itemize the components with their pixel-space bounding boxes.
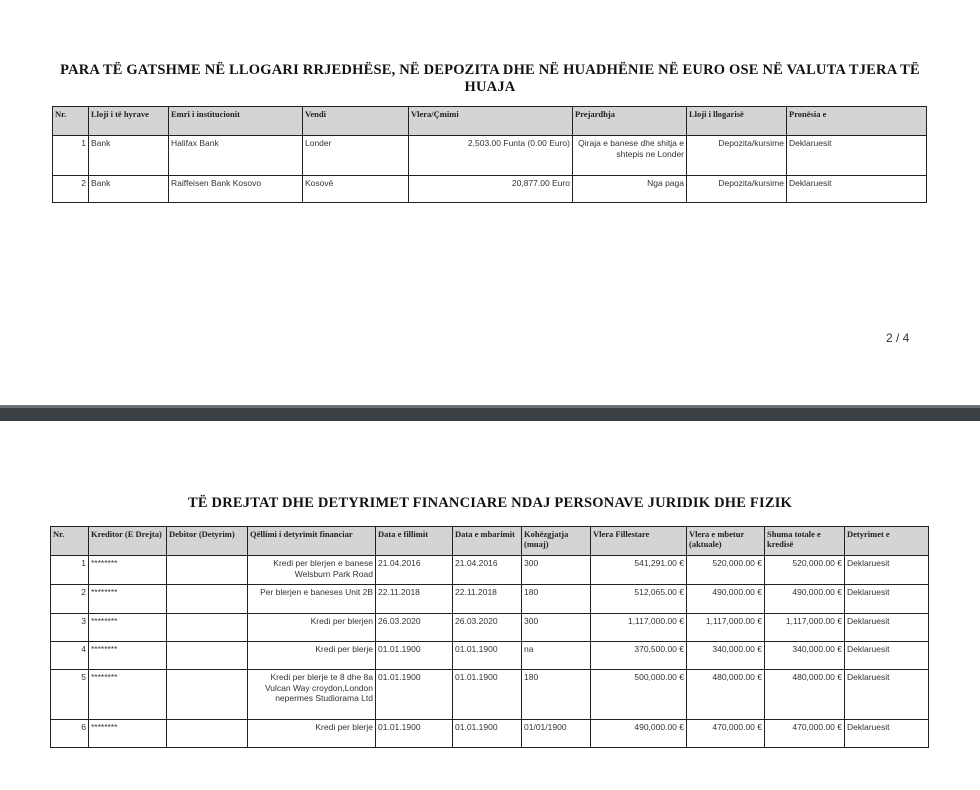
financial-obligations-table [50,526,929,748]
column-header-end-date: Data e mbarimit [453,527,522,556]
section-title-cash-deposits: PARA TË GATSHME NË LLOGARI RRJEDHËSE, NË DEPOZITA DHE NË HUADHËNIE NË EURO OSE NË VALUTA TJERA TË HUAJA [60,62,920,95]
cell-duration: 300 [522,614,591,642]
cell-remaining-value: 520,000.00 € [687,556,765,585]
cell-origin: Qiraja e banese dhe shitja e shtepis ne Londer [573,136,687,176]
cell-duration: 300 [522,556,591,585]
column-header-account-type: Lloji i llogarisë [687,107,787,136]
cell-ownership: Deklaruesit [787,176,927,203]
cell-obligations: Deklaruesit [845,720,929,748]
cell-creditor: ******** [89,614,167,642]
cell-total-credit: 1,117,000.00 € [765,614,845,642]
table-row [51,614,929,642]
cell-purpose: Kredi per blerje [248,642,376,670]
table-header-row [53,107,927,136]
cell-nr: 6 [51,720,89,748]
column-header-ownership: Pronësia e [787,107,927,136]
cell-obligations: Deklaruesit [845,556,929,585]
cell-end-date: 26.03.2020 [453,614,522,642]
cell-duration: 180 [522,670,591,720]
column-header-duration: Kohëzgjatja (muaj) [522,527,591,556]
cell-ownership: Deklaruesit [787,136,927,176]
section-title-financial-obligations: TË DREJTAT DHE DETYRIMET FINANCIARE NDAJ PERSONAVE JURIDIK DHE FIZIK [187,495,793,511]
cell-country: Londer [303,136,409,176]
cell-remaining-value: 340,000.00 € [687,642,765,670]
table-row [53,176,927,203]
cell-initial-value: 541,291.00 € [591,556,687,585]
cell-origin: Nga paga [573,176,687,203]
column-header-debtor: Debitor (Detyrim) [167,527,248,556]
cell-nr: 2 [51,585,89,614]
page-separator [0,405,980,421]
table-row [51,585,929,614]
cell-start-date: 21.04.2016 [376,556,453,585]
column-header-institution: Emri i institucionit [169,107,303,136]
column-header-creditor: Kreditor (E Drejta) [89,527,167,556]
table-header-row [51,527,929,556]
cell-obligations: Deklaruesit [845,642,929,670]
column-header-income-type: Lloji i të hyrave [89,107,169,136]
cell-obligations: Deklaruesit [845,670,929,720]
cell-creditor: ******** [89,585,167,614]
cell-account-type: Depozita/kursime [687,136,787,176]
column-header-nr: Nr. [53,107,89,136]
cell-total-credit: 480,000.00 € [765,670,845,720]
cell-remaining-value: 470,000.00 € [687,720,765,748]
table-row [51,720,929,748]
column-header-country: Vendi [303,107,409,136]
cell-purpose: Kredi per blerje [248,720,376,748]
page-number: 2 / 4 [886,331,910,345]
cell-debtor [167,642,248,670]
cell-income-type: Bank [89,176,169,203]
cell-obligations: Deklaruesit [845,614,929,642]
cell-nr: 4 [51,642,89,670]
cell-value: 2,503.00 Funta (0.00 Euro) [409,136,573,176]
cell-duration: 180 [522,585,591,614]
cell-start-date: 01.01.1900 [376,642,453,670]
cash-deposits-table [52,106,927,203]
cell-creditor: ******** [89,670,167,720]
cell-total-credit: 340,000.00 € [765,642,845,670]
cell-end-date: 01.01.1900 [453,720,522,748]
cell-account-type: Depozita/kursime [687,176,787,203]
cell-total-credit: 470,000.00 € [765,720,845,748]
cell-nr: 1 [51,556,89,585]
cell-nr: 3 [51,614,89,642]
cell-start-date: 01.01.1900 [376,720,453,748]
cell-start-date: 01.01.1900 [376,670,453,720]
cell-initial-value: 490,000.00 € [591,720,687,748]
cell-remaining-value: 1,117,000.00 € [687,614,765,642]
cell-nr: 1 [53,136,89,176]
cell-nr: 2 [53,176,89,203]
cell-institution: Halifax Bank [169,136,303,176]
cell-purpose: Kredi per blerje te 8 dhe 8a Vulcan Way croydon,London nepermes Studiorama Ltd [248,670,376,720]
cell-nr: 5 [51,670,89,720]
cell-initial-value: 370,500.00 € [591,642,687,670]
cell-debtor [167,585,248,614]
cell-debtor [167,556,248,585]
column-header-start-date: Data e fillimit [376,527,453,556]
cell-creditor: ******** [89,556,167,585]
table-row [51,556,929,585]
cell-institution: Raiffeisen Bank Kosovo [169,176,303,203]
cell-total-credit: 490,000.00 € [765,585,845,614]
cell-start-date: 26.03.2020 [376,614,453,642]
cell-purpose: Kredi per blerjen [248,614,376,642]
cell-end-date: 21.04.2016 [453,556,522,585]
column-header-value: Vlera/Çmimi [409,107,573,136]
cell-purpose: Per blerjen e baneses Unit 2B [248,585,376,614]
cell-debtor [167,670,248,720]
cell-creditor: ******** [89,720,167,748]
cell-obligations: Deklaruesit [845,585,929,614]
cell-remaining-value: 490,000.00 € [687,585,765,614]
cell-creditor: ******** [89,642,167,670]
cell-initial-value: 1,117,000.00 € [591,614,687,642]
table-row [51,642,929,670]
cell-country: Kosovë [303,176,409,203]
cell-end-date: 01.01.1900 [453,642,522,670]
cell-duration: 01/01/1900 [522,720,591,748]
cell-initial-value: 512,065.00 € [591,585,687,614]
cell-initial-value: 500,000.00 € [591,670,687,720]
column-header-obligations: Detyrimet e [845,527,929,556]
cell-income-type: Bank [89,136,169,176]
column-header-purpose: Qëllimi i detyrimit financiar [248,527,376,556]
cell-duration: na [522,642,591,670]
column-header-initial-value: Vlera Fillestare [591,527,687,556]
cell-end-date: 22.11.2018 [453,585,522,614]
table-row [53,136,927,176]
column-header-origin: Prejardhja [573,107,687,136]
table-row [51,670,929,720]
cell-remaining-value: 480,000.00 € [687,670,765,720]
cell-total-credit: 520,000.00 € [765,556,845,585]
cell-start-date: 22.11.2018 [376,585,453,614]
column-header-nr: Nr. [51,527,89,556]
column-header-remaining-value: Vlera e mbetur (aktuale) [687,527,765,556]
cell-debtor [167,720,248,748]
cell-end-date: 01.01.1900 [453,670,522,720]
column-header-total-credit: Shuma totale e kredisë [765,527,845,556]
cell-purpose: Kredi per blerjen e banese Welsburn Park Road [248,556,376,585]
cell-debtor [167,614,248,642]
cell-value: 20,877.00 Euro [409,176,573,203]
